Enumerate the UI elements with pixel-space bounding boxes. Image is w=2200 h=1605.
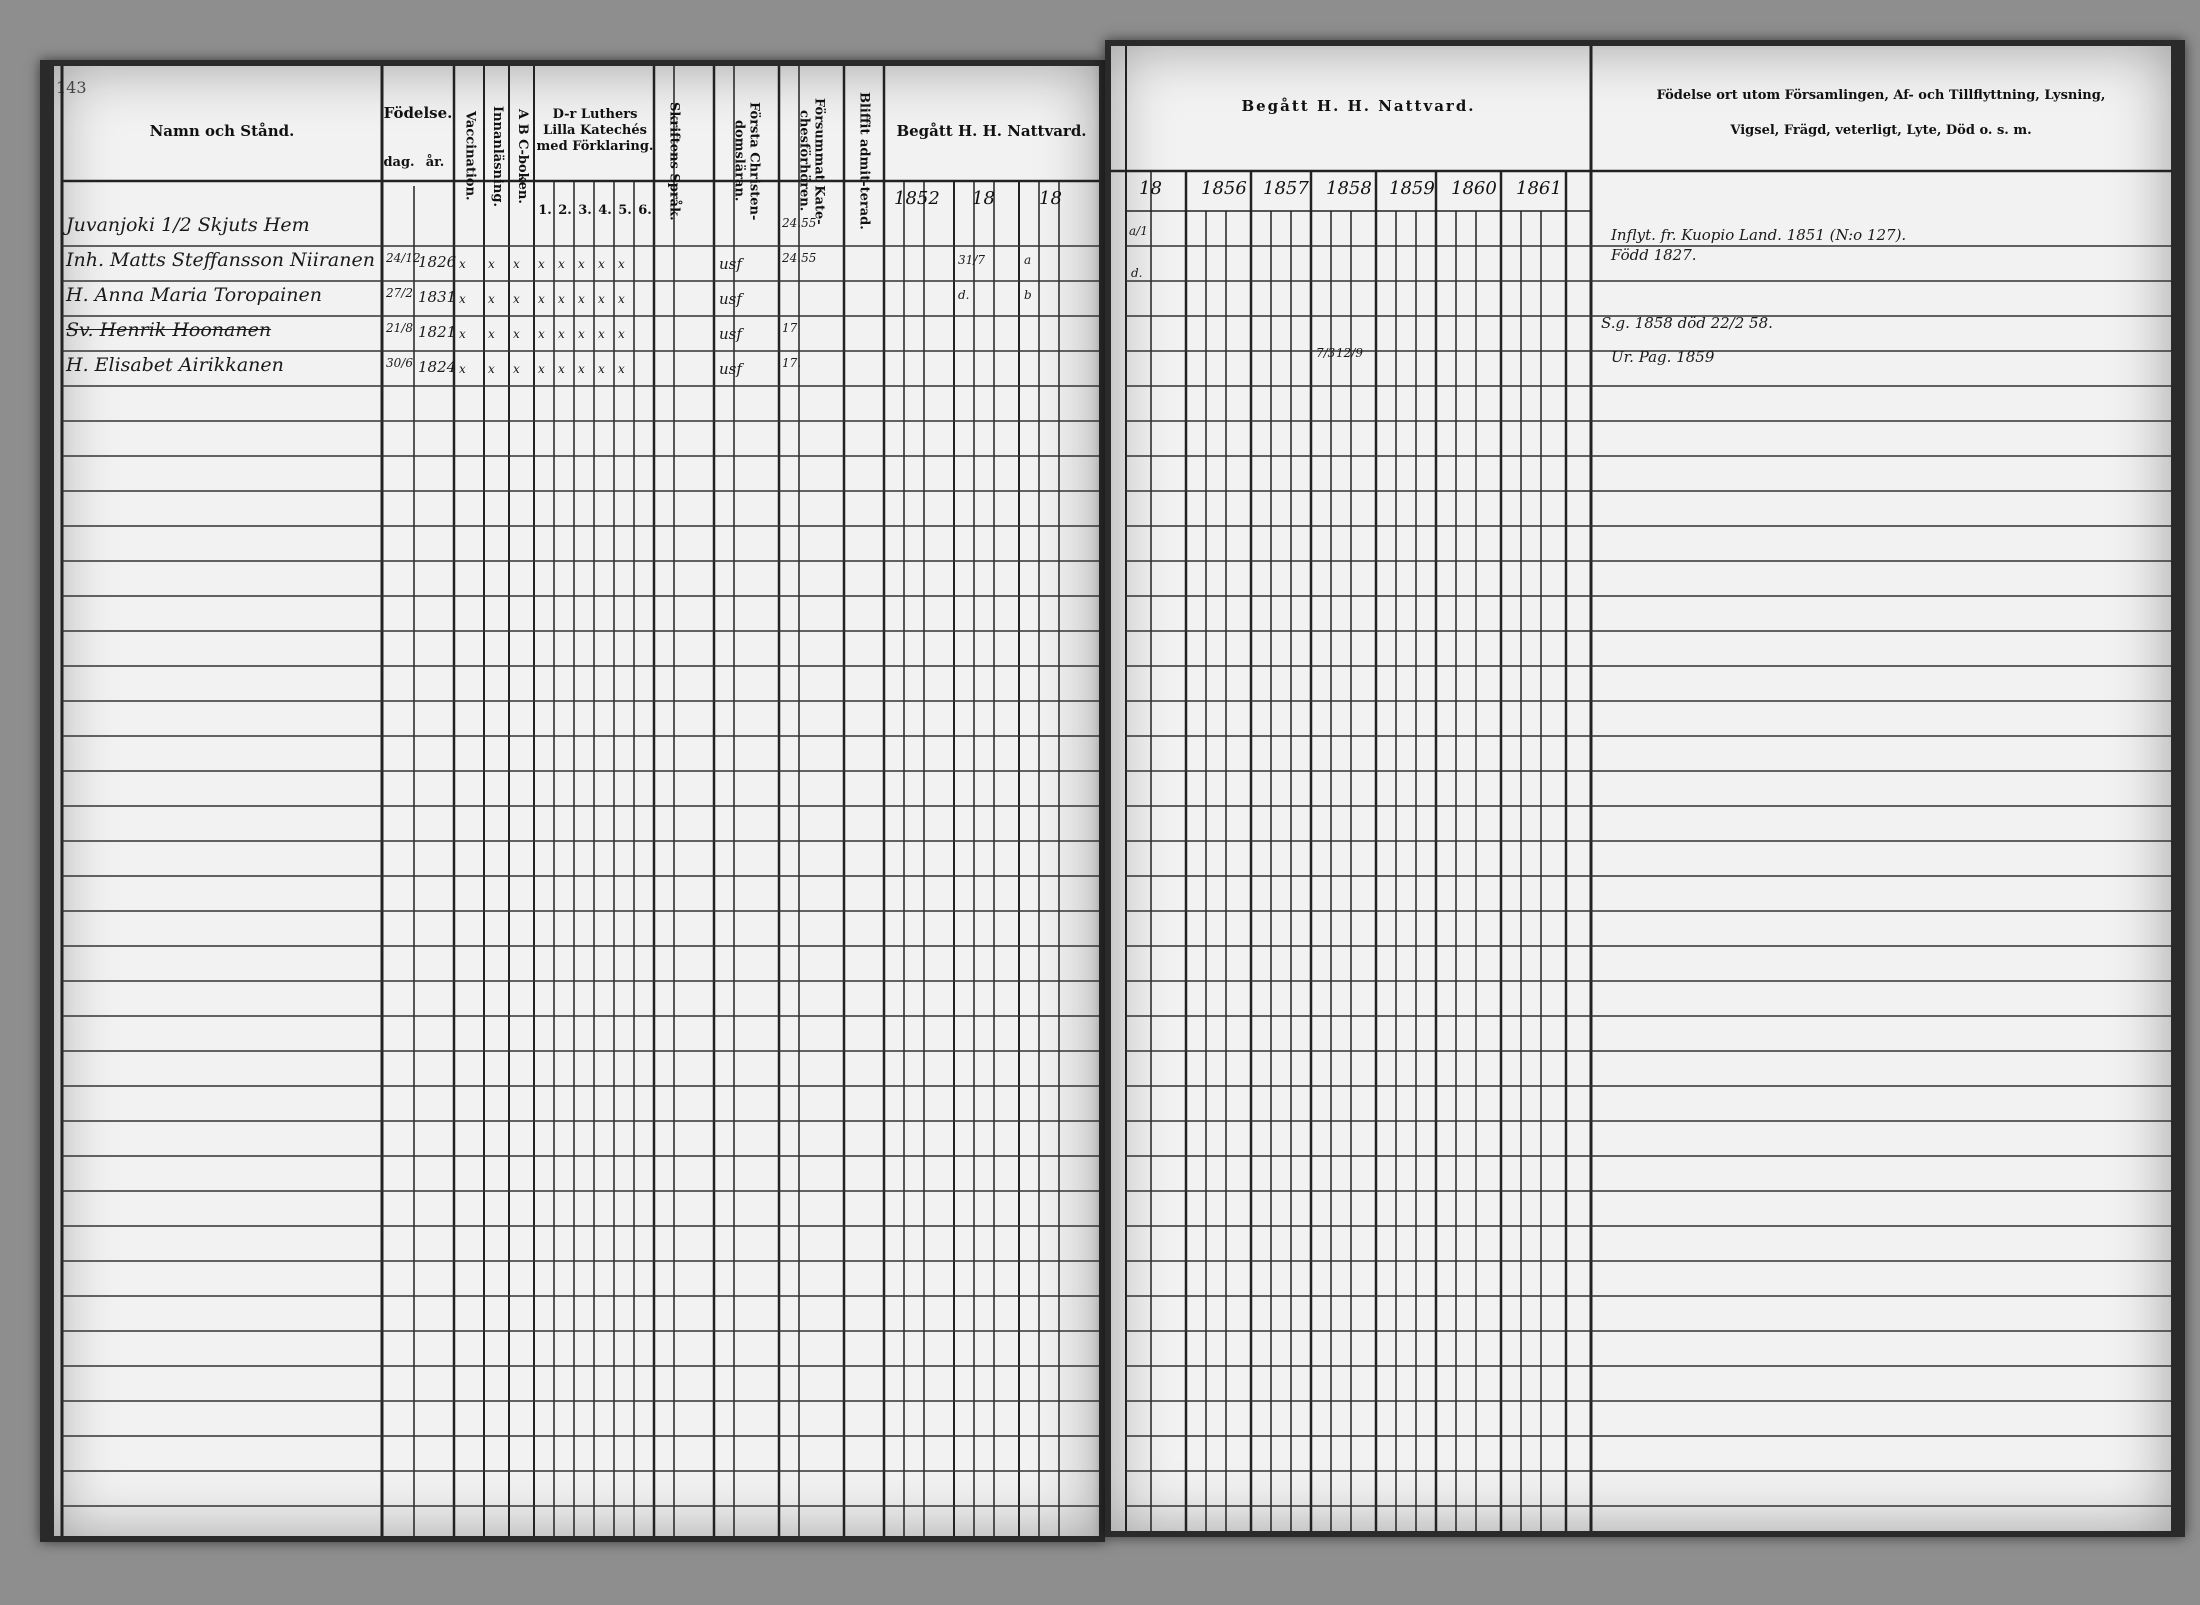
right-year-4: 1858 bbox=[1326, 178, 1372, 199]
entry-mark: x bbox=[618, 362, 625, 376]
entry-mark: x bbox=[513, 257, 520, 271]
notes-header-line2: Vigsel, Frägd, veterligt, Lyte, Död o. s. m. bbox=[1730, 122, 2032, 138]
entry-mark: x bbox=[558, 257, 565, 271]
right-mark-col1-b: d. bbox=[1131, 266, 1143, 280]
entry-forsummat: 24.55 bbox=[782, 216, 817, 230]
entry-birth-year: 1821 bbox=[418, 323, 457, 341]
right-page bbox=[1105, 40, 2185, 1537]
right-mark-col1-a: a/1 bbox=[1129, 224, 1148, 238]
entry-mark: x bbox=[513, 292, 520, 306]
entry-birth-day: 24/12 bbox=[386, 251, 421, 265]
note-1: Inflyt. fr. Kuopio Land. 1851 (N:o 127). bbox=[1611, 226, 1907, 244]
right-year-6: 1860 bbox=[1451, 178, 1497, 199]
header-vaccination: Vaccination. bbox=[462, 111, 478, 201]
entry-birth-year: 1826 bbox=[418, 253, 457, 271]
entry-mark: x bbox=[578, 292, 585, 306]
entry-mark: x bbox=[513, 327, 520, 341]
header-forsta: Första Christen-domsläran. bbox=[731, 101, 762, 221]
luther-part-2: 2. bbox=[558, 203, 572, 219]
entry-mark: x bbox=[513, 362, 520, 376]
entry-mark: x bbox=[618, 327, 625, 341]
entry-language: usf bbox=[719, 290, 742, 308]
header-luther: D-r Luthers Lilla Katechés med Förklaring. bbox=[536, 106, 654, 155]
entry-mark: x bbox=[538, 292, 545, 306]
entry-mark: x bbox=[558, 327, 565, 341]
entry-mark: x bbox=[598, 292, 605, 306]
entry-forsummat: 17 bbox=[782, 321, 798, 335]
entry-mark: x bbox=[558, 362, 565, 376]
header-day: dag. bbox=[383, 155, 415, 171]
entry-mark: x bbox=[488, 362, 495, 376]
entry-language: usf bbox=[719, 325, 742, 343]
entry-forsummat: 24.55 bbox=[782, 251, 817, 265]
header-year-2: 18 bbox=[972, 188, 995, 209]
header-forsummat: Försummat Kate-chesförhören. bbox=[796, 97, 827, 225]
right-year-5: 1859 bbox=[1389, 178, 1435, 199]
entry-mark: x bbox=[459, 327, 466, 341]
header-begatt-right: Begått H. H. Nattvard. bbox=[1241, 96, 1476, 115]
entry-nattvard-3: b bbox=[1024, 288, 1032, 302]
entry-name: Juvanjoki 1/2 Skjuts Hem bbox=[66, 214, 310, 236]
header-begatt-left: Begått H. H. Nattvard. bbox=[896, 121, 1087, 140]
entry-mark: x bbox=[618, 257, 625, 271]
entry-mark: x bbox=[488, 257, 495, 271]
entry-mark: x bbox=[538, 327, 545, 341]
header-year-3: 18 bbox=[1039, 188, 1062, 209]
luther-part-3: 3. bbox=[578, 203, 592, 219]
entry-mark: x bbox=[459, 362, 466, 376]
entry-mark: x bbox=[488, 327, 495, 341]
entry-forsummat: 17. bbox=[782, 356, 802, 370]
left-page bbox=[40, 60, 1105, 1542]
right-year-7: 1861 bbox=[1516, 178, 1562, 199]
entry-birth-day: 30/6 bbox=[386, 356, 413, 370]
entry-mark: x bbox=[578, 327, 585, 341]
note-4: Ur. Pag. 1859 bbox=[1611, 348, 1715, 366]
entry-mark: x bbox=[578, 362, 585, 376]
entry-mark: x bbox=[598, 327, 605, 341]
entry-mark: x bbox=[488, 292, 495, 306]
luther-part-1: 1. bbox=[538, 203, 552, 219]
right-mark-1858-a: 7/3 bbox=[1316, 346, 1336, 360]
entry-birth-year: 1824 bbox=[418, 358, 457, 376]
note-2: Född 1827. bbox=[1611, 246, 1697, 264]
entry-birth-year: 1831 bbox=[418, 288, 457, 306]
entry-nattvard-2: d. bbox=[958, 288, 970, 302]
notes-header-line1: Födelse ort utom Församlingen, Af- och Tillflyttning, Lysning, bbox=[1656, 87, 2106, 103]
entry-nattvard-3: a bbox=[1024, 253, 1032, 267]
entry-mark: x bbox=[578, 257, 585, 271]
entry-birth-day: 21/8 bbox=[386, 321, 413, 335]
entry-nattvard-2: 31/7 bbox=[958, 253, 985, 267]
header-skriftens: Skriftens Språk. bbox=[666, 101, 682, 221]
entry-language: usf bbox=[719, 255, 742, 273]
header-bliffit: Bliffit admit-terad. bbox=[856, 92, 872, 230]
luther-part-4: 4. bbox=[598, 203, 612, 219]
right-year-3: 1857 bbox=[1263, 178, 1309, 199]
entry-name: Inh. Matts Steffansson Niiranen bbox=[66, 249, 375, 271]
entry-mark: x bbox=[459, 292, 466, 306]
header-name: Namn och Stånd. bbox=[149, 121, 295, 140]
entry-mark: x bbox=[618, 292, 625, 306]
entry-mark: x bbox=[558, 292, 565, 306]
entry-name: H. Anna Maria Toropainen bbox=[66, 284, 322, 306]
entry-mark: x bbox=[598, 362, 605, 376]
header-innanlasning: Innanläsning. bbox=[490, 105, 505, 207]
entry-language: usf bbox=[719, 360, 742, 378]
entry-mark: x bbox=[598, 257, 605, 271]
right-year-1: 18 bbox=[1139, 178, 1162, 199]
entry-birth-day: 27/2 bbox=[386, 286, 413, 300]
right-year-2: 1856 bbox=[1201, 178, 1247, 199]
entry-name: Sv. Henrik Hoonanen bbox=[66, 319, 272, 341]
right-mark-1858-b: 12/9 bbox=[1336, 346, 1363, 360]
entry-name: H. Elisabet Airikkanen bbox=[66, 354, 284, 376]
right-ruled-grid bbox=[1111, 46, 2171, 1531]
header-abc: A B C-boken. bbox=[515, 108, 530, 204]
header-year: år. bbox=[425, 155, 445, 171]
header-birth: Födelse. bbox=[383, 104, 453, 123]
page-number: 143 bbox=[56, 78, 87, 97]
luther-part-6: 6. bbox=[638, 203, 652, 219]
entry-mark: x bbox=[538, 362, 545, 376]
entry-mark: x bbox=[538, 257, 545, 271]
entry-mark: x bbox=[459, 257, 466, 271]
note-3: S.g. 1858 död 22/2 58. bbox=[1601, 314, 1773, 332]
header-year-1: 1852 bbox=[894, 188, 940, 209]
luther-part-5: 5. bbox=[618, 203, 632, 219]
